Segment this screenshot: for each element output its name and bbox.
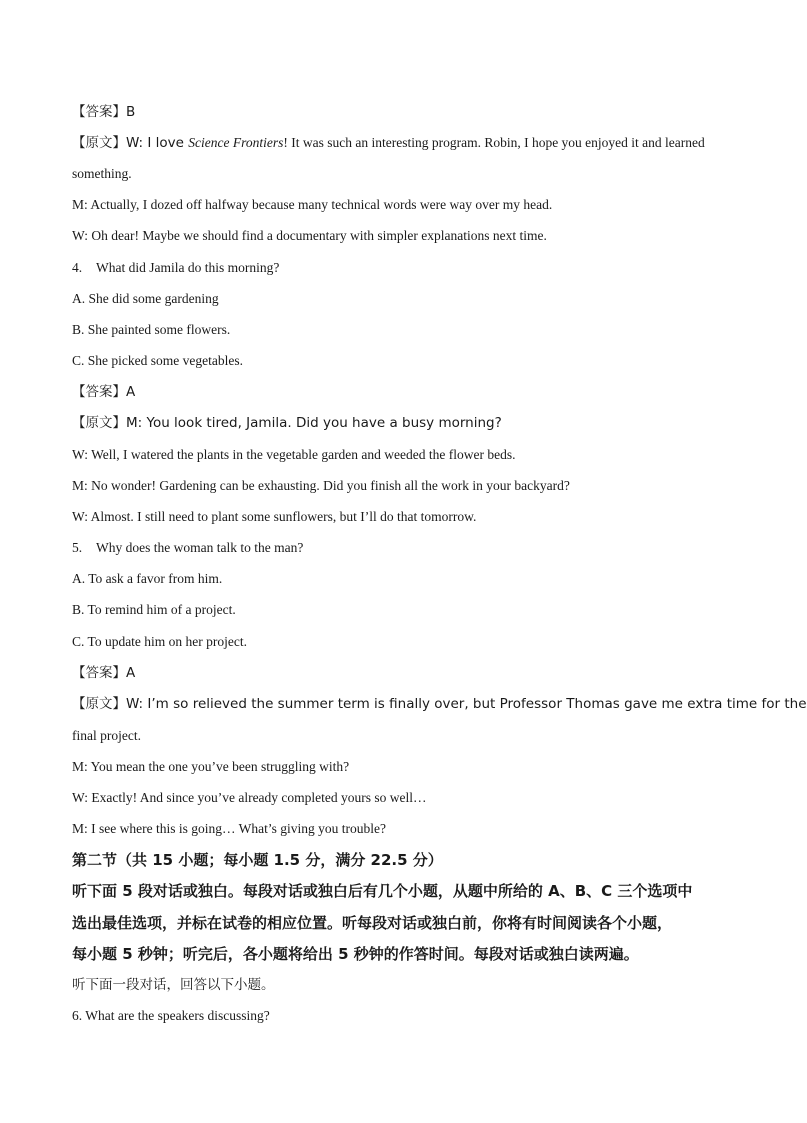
q5-question-text: Why does the woman talk to the man? <box>96 540 304 555</box>
q3-original <box>72 134 732 152</box>
q3-original-title: Science Frontiers <box>188 135 284 150</box>
q3-original-prefix: 【原文】W: I love <box>72 135 189 151</box>
section2-instruction-2: 选出最佳选项，并标在试卷的相应位置。听每段对话或独白前，你将有时间阅读各个小题， <box>72 914 673 932</box>
q5-dialogue-line-2: M: You mean the one you’ve been struggling with? <box>72 759 350 774</box>
q5-option-c: C. To update him on her project. <box>72 634 248 649</box>
q4-option-c: C. She picked some vegetables. <box>72 353 243 368</box>
q6-question: 6. What are the speakers discussing? <box>72 1008 270 1023</box>
q4-question-text: What did Jamila do this morning? <box>96 260 280 275</box>
q4-dialogue-line-4: W: Almost. I still need to plant some sunflowers, but I’ll do that tomorrow. <box>72 509 477 524</box>
q5-option-b: B. To remind him of a project. <box>72 602 236 617</box>
q5-question <box>72 539 732 557</box>
q4-answer: 【答案】A <box>72 384 136 400</box>
q5-number: 5. <box>72 540 83 555</box>
q4-dialogue-line-2: W: Well, I watered the plants in the vegetable garden and weeded the flower beds. <box>72 447 516 462</box>
q4-option-b: B. She painted some flowers. <box>72 322 231 337</box>
q4-dialogue-line-3: M: No wonder! Gardening can be exhausting. Did you finish all the work in your backyard? <box>72 478 570 493</box>
q3-dialogue-line-3: W: Oh dear! Maybe we should find a documentary with simpler explanations next time. <box>72 228 547 243</box>
q5-answer: 【答案】A <box>72 665 136 681</box>
q4-question <box>72 259 732 277</box>
section2-instruction-1: 听下面 5 段对话或独白。每段对话或独白后有几个小题，从题中所给的 A、B、C 三个选项中 <box>72 882 693 900</box>
q4-number: 4. <box>72 260 83 275</box>
q5-dialogue-line-4: M: I see where this is going… What’s giving you trouble? <box>72 821 386 836</box>
q4-original: 【原文】M: You look tired, Jamila. Did you have a busy morning? <box>72 415 502 431</box>
q3-original-cont: something. <box>72 166 132 181</box>
q5-dialogue-line-3: W: Exactly! And since you’ve already completed yours so well… <box>72 790 427 805</box>
q3-dialogue-line-2: M: Actually, I dozed off halfway because many technical words were way over my head. <box>72 197 553 212</box>
q5-original: 【原文】W: I’m so relieved the summer term is finally over, but Professor Thomas gave me extra time for the <box>72 696 807 712</box>
section2-title: 第二节（共 15 小题；每小题 1.5 分，满分 22.5 分） <box>72 851 443 869</box>
q4-option-a: A. She did some gardening <box>72 291 219 306</box>
q5-option-a: A. To ask a favor from him. <box>72 571 223 586</box>
q3-answer: 【答案】B <box>72 104 136 120</box>
q3-original-suffix: ! It was such an interesting program. Robin, I hope you enjoyed it and learned <box>283 135 705 150</box>
section2-subheading: 听下面一段对话，回答以下小题。 <box>72 977 275 993</box>
q5-original-cont: final project. <box>72 728 141 743</box>
section2-instruction-3: 每小题 5 秒钟；听完后，各小题将给出 5 秒钟的作答时间。每段对话或独白读两遍。 <box>72 945 639 963</box>
